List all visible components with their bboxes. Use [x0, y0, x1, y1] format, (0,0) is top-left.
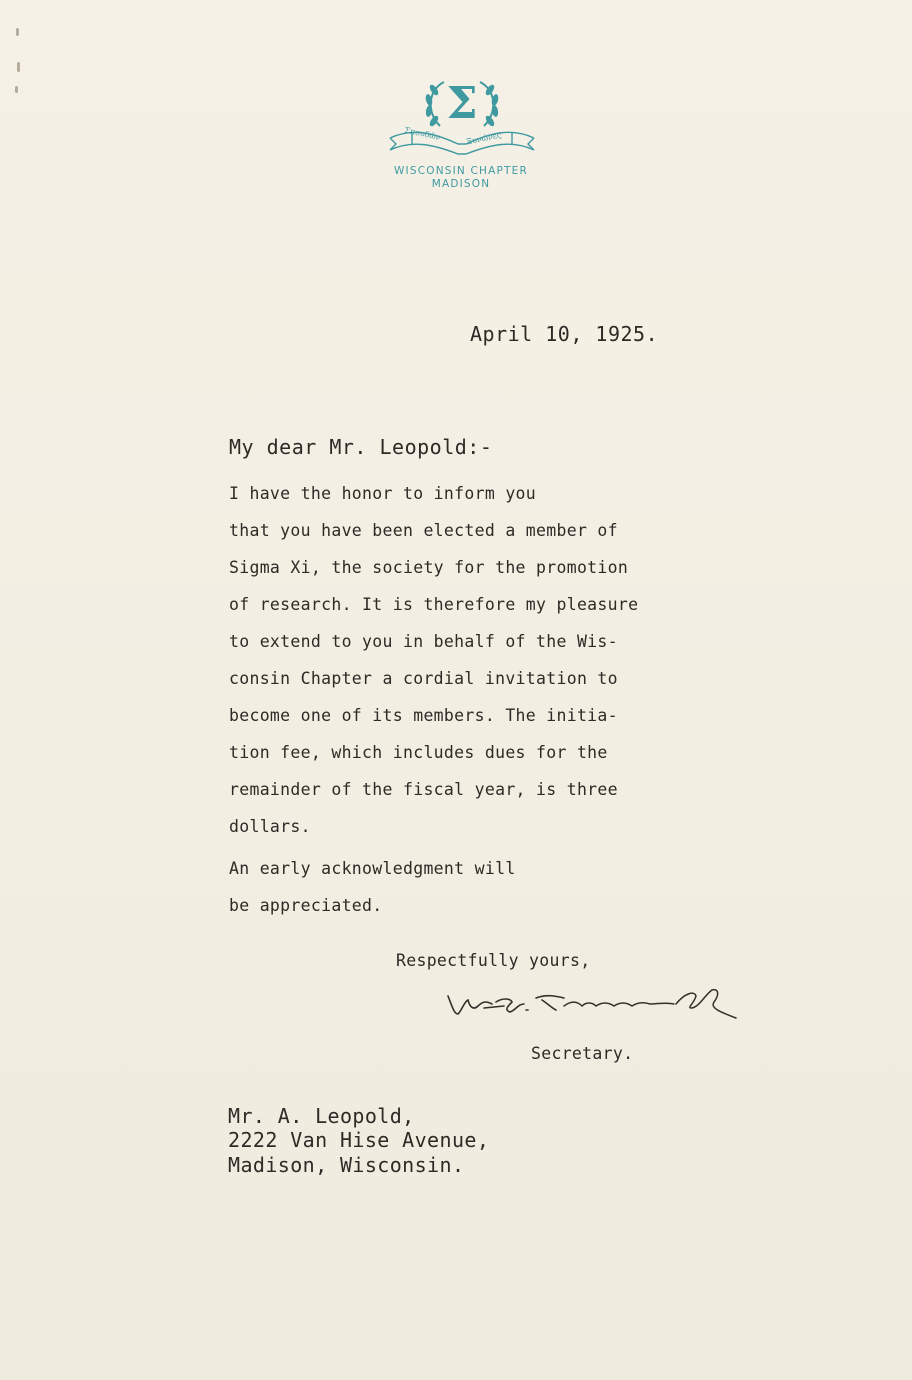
body-line: Sigma Xi, the society for the promotion	[229, 558, 629, 577]
sigma-letter: Σ	[446, 78, 478, 129]
closing: Respectfully yours,	[396, 951, 591, 970]
paper-mark	[14, 28, 22, 98]
body-line: become one of its members. The initia-	[229, 706, 618, 725]
body-line: be appreciated.	[229, 896, 383, 915]
body-line: consin Chapter a cordial invitation to	[229, 669, 618, 688]
body-line: tion fee, which includes dues for the	[229, 743, 608, 762]
motto-left: Σπουδῶν	[403, 125, 442, 142]
body-line: remainder of the fiscal year, is three	[229, 780, 618, 799]
address-line: 2222 Van Hise Avenue,	[228, 1128, 490, 1152]
body-line: to extend to you in behalf of the Wis-	[229, 632, 618, 651]
signer-title: Secretary.	[531, 1044, 634, 1063]
body-line: I have the honor to inform you	[229, 484, 537, 503]
chapter-name	[376, 165, 546, 191]
body-line: dollars.	[229, 817, 311, 836]
address-line: Madison, Wisconsin.	[228, 1153, 465, 1177]
body-line: An early acknowledgment will	[229, 859, 516, 878]
city-line: MADISON	[431, 178, 491, 190]
letterhead	[376, 72, 546, 194]
letter-date: April 10, 1925.	[470, 322, 659, 346]
address-line: Mr. A. Leopold,	[228, 1104, 415, 1128]
chapter-line: WISCONSIN CHAPTER	[393, 165, 529, 177]
body-line: that you have been elected a member of	[229, 521, 618, 540]
body-line: of research. It is therefore my pleasure	[229, 595, 639, 614]
salutation: My dear Mr. Leopold:-	[229, 435, 493, 459]
handwritten-signature	[444, 980, 744, 1024]
motto-right: Ξυνώνες	[465, 130, 503, 147]
